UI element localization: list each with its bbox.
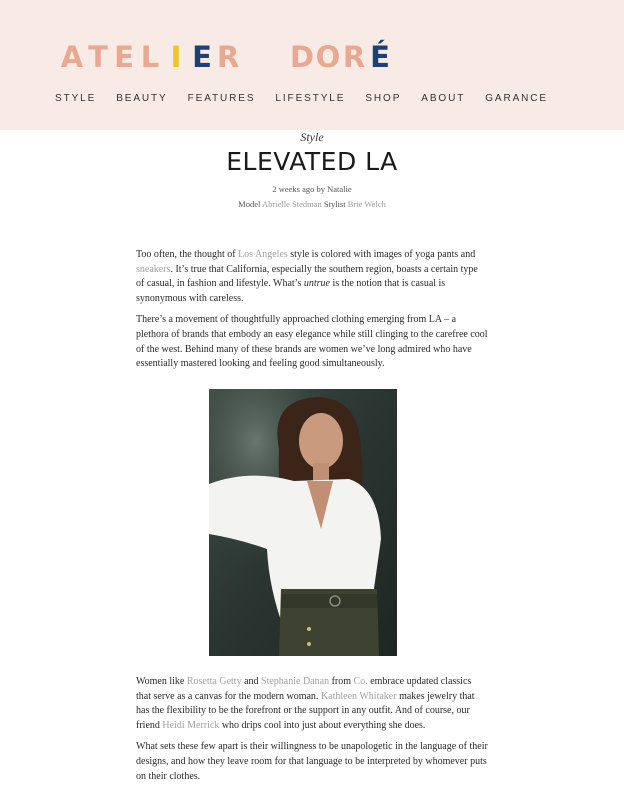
p1-text: . It’s true that California, especially the southern region, boasts a certain type of casual, in fashion and lifestyle. What’s bbox=[136, 263, 478, 290]
nav-item-beauty[interactable]: BEAUTY bbox=[116, 93, 168, 104]
paragraph-1 bbox=[136, 248, 488, 306]
logo-letter: I bbox=[170, 40, 182, 74]
p3-text: who drips cool into just about everything she does. bbox=[219, 719, 426, 731]
nav-item-lifestyle[interactable]: LIFESTYLE bbox=[275, 93, 346, 104]
credit-model-name[interactable]: Abrielle Stedman bbox=[262, 199, 322, 209]
nav-item-features[interactable]: FEATURES bbox=[187, 93, 256, 104]
article-credits bbox=[0, 199, 624, 209]
p1-text: Too often, the thought of bbox=[136, 249, 239, 260]
credit-stylist-label: Stylist bbox=[323, 199, 346, 209]
nav-item-garance[interactable]: GARANCE bbox=[485, 93, 548, 104]
p3-text: Women like bbox=[136, 676, 187, 687]
p3-text: from bbox=[329, 676, 354, 687]
p3-text: embrace updated classics that serve as a canvas for the modern woman. bbox=[136, 676, 472, 702]
article-intro bbox=[136, 248, 488, 379]
heidi-merrick-link[interactable]: Heidi Merrick bbox=[162, 719, 220, 731]
p1-text: is the notion that is casual is synonymous with careless. bbox=[136, 278, 446, 304]
main-nav bbox=[55, 93, 568, 104]
model-photo-illustration bbox=[209, 389, 397, 656]
co-link[interactable]: Co. bbox=[353, 676, 368, 687]
paragraph-2: There’s a movement of thoughtfully approached clothing emerging from LA – a plethora of brands that embody an easy elegance while still clinging to the carefree cool of the west. Behind many of these brands are women we’ve long admired who have essentially mastered looking and feeling good simultaneously. bbox=[136, 314, 488, 370]
nav-item-shop[interactable]: SHOP bbox=[365, 93, 402, 104]
sneakers-link[interactable]: sneakers bbox=[136, 263, 171, 275]
paragraph-3 bbox=[136, 675, 488, 733]
article-body bbox=[136, 675, 488, 791]
article-title: ELEVATED LA bbox=[226, 147, 398, 176]
logo-letter: R bbox=[342, 40, 366, 74]
p1-emphasis: untrue bbox=[303, 278, 330, 290]
nav-item-style[interactable]: STYLE bbox=[55, 93, 97, 104]
logo-letter: E bbox=[114, 40, 134, 74]
stephanie-danan-link[interactable]: Stephanie Danan bbox=[261, 676, 330, 687]
article-category[interactable]: Style bbox=[300, 130, 324, 144]
logo-letter: O bbox=[315, 40, 341, 74]
logo-letter: L bbox=[140, 40, 160, 74]
site-logo[interactable] bbox=[59, 40, 393, 74]
logo-letter: A bbox=[60, 40, 84, 74]
logo-letter: E bbox=[192, 40, 212, 74]
credit-model-label: Model bbox=[238, 199, 261, 209]
logo-letter: T bbox=[88, 40, 108, 74]
byline-author[interactable]: Natalie bbox=[327, 184, 352, 194]
credit-stylist-name[interactable]: Brie Welch bbox=[347, 199, 386, 209]
article-photo bbox=[209, 389, 397, 656]
logo-letter: R bbox=[216, 40, 240, 74]
byline-time: 2 weeks ago by bbox=[272, 184, 325, 194]
logo-letter: É bbox=[370, 40, 390, 74]
kathleen-whitaker-link[interactable]: Kathleen Whitaker bbox=[320, 690, 397, 702]
logo-letter: D bbox=[289, 40, 315, 74]
p3-text: makes jewelry that has the flexibility to be the forefront or the support in any outfit. And of course, our friend bbox=[136, 690, 475, 731]
site-header bbox=[0, 0, 624, 130]
article-byline bbox=[0, 184, 624, 194]
p3-text: and bbox=[241, 676, 262, 687]
los-angeles-link[interactable]: Los Angeles bbox=[238, 249, 288, 260]
rosetta-getty-link[interactable]: Rosetta Getty bbox=[186, 676, 242, 687]
nav-item-about[interactable]: ABOUT bbox=[421, 93, 466, 104]
p1-text: style is colored with images of yoga pants and bbox=[287, 249, 476, 260]
paragraph-4: What sets these few apart is their willingness to be unapologetic in the language of their designs, and how they leave room for that language to be interpreted by whomever puts on their clothes. bbox=[136, 741, 488, 782]
